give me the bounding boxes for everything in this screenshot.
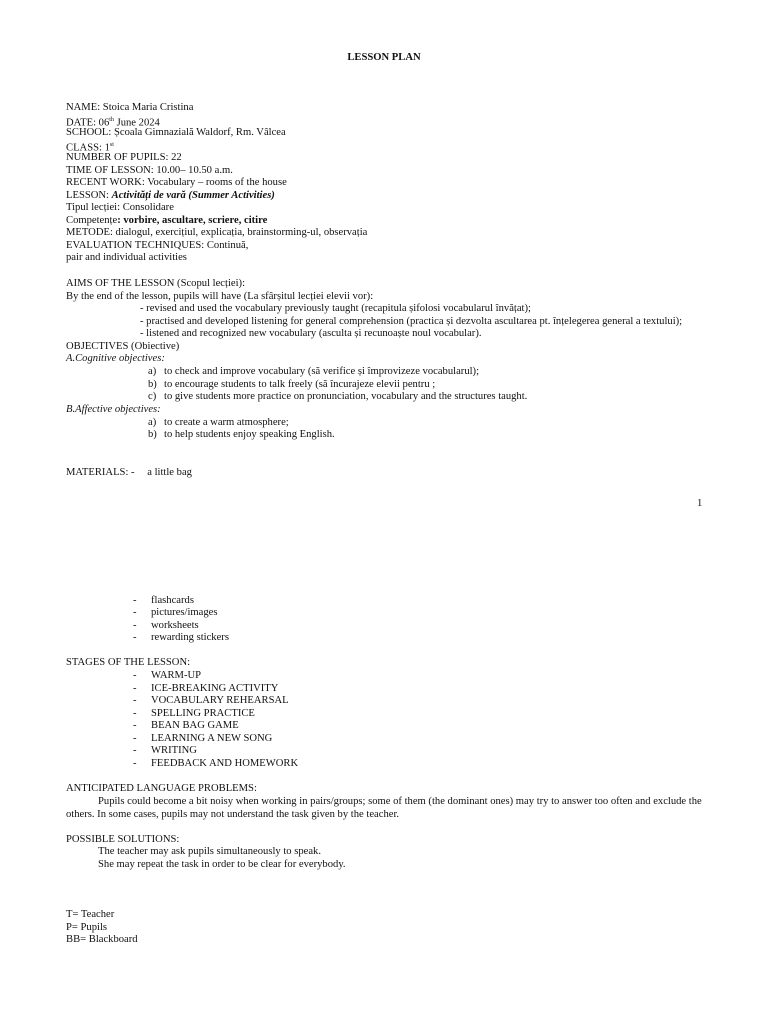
cognitive-item — [148, 366, 479, 379]
materials-line — [66, 467, 192, 480]
problems-heading: ANTICIPATED LANGUAGE PROBLEMS: — [66, 783, 257, 794]
list-text: rewarding stickers — [151, 632, 229, 643]
stage-item: - FEEDBACK AND HOMEWORK — [133, 758, 299, 769]
solutions-heading: POSSIBLE SOLUTIONS: — [66, 834, 180, 845]
competences-value: : vorbire, ascultare, scriere, citire — [117, 215, 268, 226]
stage-item: - SPELLING PRACTICE — [133, 708, 255, 719]
list-marker: c) — [148, 391, 157, 402]
list-text: LEARNING A NEW SONG — [151, 733, 273, 744]
list-text: to encourage students to talk freely (să încurajeze elevii pentru ; — [164, 379, 436, 390]
recent-work-label: RECENT WORK: — [66, 177, 145, 188]
stage-item: - VOCABULARY REHEARSAL — [133, 695, 289, 706]
list-text: pictures/images — [151, 607, 218, 618]
time-value: 10.00– 10.50 a.m. — [156, 165, 233, 176]
list-marker: b) — [148, 429, 157, 440]
date-day: 06 — [98, 117, 110, 129]
aims-item: - listened and recognized new vocabulary (asculta și recunoaște noul vocabular). — [140, 328, 482, 339]
objectives-heading: OBJECTIVES (Obiective) — [66, 341, 180, 352]
page-number: 1 — [697, 498, 703, 509]
aims-intro: By the end of the lesson, pupils will have (La sfârșitul lecției elevii vor): — [66, 291, 374, 302]
evaluation-line: EVALUATION TECHNIQUES: Continuă, — [66, 240, 249, 251]
cognitive-heading: A.Cognitive objectives: — [66, 353, 165, 364]
materials-item: - flashcards — [133, 595, 194, 606]
competences-line — [66, 215, 267, 228]
name-value: Stoica Maria Cristina — [102, 102, 194, 113]
lesson-type-line: Tipul lecției: Consolidare — [66, 202, 174, 213]
list-marker: a) — [148, 417, 157, 428]
cognitive-item — [148, 391, 527, 404]
list-text: SPELLING PRACTICE — [151, 708, 255, 719]
lesson-value: Activități de vară (Summer Activities) — [111, 190, 275, 201]
materials-item: - worksheets — [133, 620, 199, 631]
list-text: flashcards — [151, 595, 194, 606]
time-line — [66, 165, 233, 178]
recent-work-value: Vocabulary – rooms of the house — [147, 177, 287, 188]
solution-item: She may repeat the task in order to be clear for everybody. — [98, 859, 346, 870]
time-label: TIME OF LESSON: — [66, 165, 154, 176]
list-text: WRITING — [151, 745, 197, 756]
date-sup: th — [109, 117, 114, 123]
list-text: FEEDBACK AND HOMEWORK — [151, 758, 299, 769]
pupils-label: NUMBER OF PUPILS: — [66, 152, 169, 163]
aims-item: - revised and used the vocabulary previously taught (recapitula șifolosi vocabularul învățat); — [140, 303, 531, 314]
materials-item: - pictures/images — [133, 607, 218, 618]
stages-heading: STAGES OF THE LESSON: — [66, 657, 191, 668]
legend-item: T= Teacher — [66, 909, 115, 920]
affective-item — [148, 417, 289, 430]
cognitive-item — [148, 379, 435, 392]
materials-label: MATERIALS: - — [66, 467, 135, 478]
lesson-line — [66, 190, 275, 203]
class-label: CLASS: — [66, 142, 102, 154]
list-text: to create a warm atmosphere; — [164, 417, 289, 428]
stage-item: - WRITING — [133, 745, 197, 756]
aims-item: - practised and developed listening for general comprehension (practica și dezvolta ascultarea pt. înțelegerea general a textului); — [140, 316, 683, 327]
legend-item: BB= Blackboard — [66, 934, 138, 945]
school-label: SCHOOL: — [66, 127, 112, 138]
methods-line: METODE: dialogul, exercițiul, explicația, brainstorming-ul, observația — [66, 227, 368, 238]
aims-heading: AIMS OF THE LESSON (Scopul lecției): — [66, 278, 246, 289]
list-text: to help students enjoy speaking English. — [164, 429, 335, 440]
page-title: LESSON PLAN — [347, 52, 421, 63]
date-label: DATE: — [66, 117, 97, 129]
evaluation-line-2: pair and individual activities — [66, 252, 187, 263]
school-line — [66, 127, 286, 140]
list-text: worksheets — [151, 620, 199, 631]
school-value: Școala Gimnazială Waldorf, Rm. Vâlcea — [113, 127, 286, 138]
list-text: VOCABULARY REHEARSAL — [151, 695, 289, 706]
name-line — [66, 102, 193, 115]
materials-first: a little bag — [147, 467, 192, 478]
affective-item — [148, 429, 335, 442]
legend-item: P= Pupils — [66, 922, 108, 933]
date-rest: June 2024 — [116, 117, 160, 129]
recent-work-line — [66, 177, 287, 190]
list-marker: b) — [148, 379, 157, 390]
list-text: ICE-BREAKING ACTIVITY — [151, 683, 279, 694]
class-sup: st — [109, 142, 114, 148]
stage-item: - ICE-BREAKING ACTIVITY — [133, 683, 279, 694]
pupils-line — [66, 152, 182, 165]
stage-item: - WARM-UP — [133, 670, 202, 681]
stage-item: - BEAN BAG GAME — [133, 720, 239, 731]
competences-label: Competențe — [66, 215, 118, 226]
list-text: WARM-UP — [151, 670, 202, 681]
list-text: to check and improve vocabulary (să verifice și împrovizeze vocabularul); — [164, 366, 480, 377]
name-label: NAME: — [66, 102, 101, 113]
materials-item: - rewarding stickers — [133, 632, 229, 643]
lesson-label: LESSON: — [66, 190, 109, 201]
class-value: 1 — [104, 142, 110, 154]
pupils-value: 22 — [171, 152, 182, 163]
stage-item: - LEARNING A NEW SONG — [133, 733, 273, 744]
list-text: to give students more practice on pronunciation, vocabulary and the structures taught. — [164, 391, 528, 402]
problems-paragraph: Pupils could become a bit noisy when working in pairs/groups; some of them (the dominant ones) may try to answer too often and exclude the others. In some cases, pupils may not understand the task given by the teacher. — [66, 796, 702, 820]
solution-item: The teacher may ask pupils simultaneously to speak. — [98, 846, 322, 857]
list-marker: a) — [148, 366, 157, 377]
list-text: BEAN BAG GAME — [151, 720, 239, 731]
affective-heading: B.Affective objectives: — [66, 404, 161, 415]
